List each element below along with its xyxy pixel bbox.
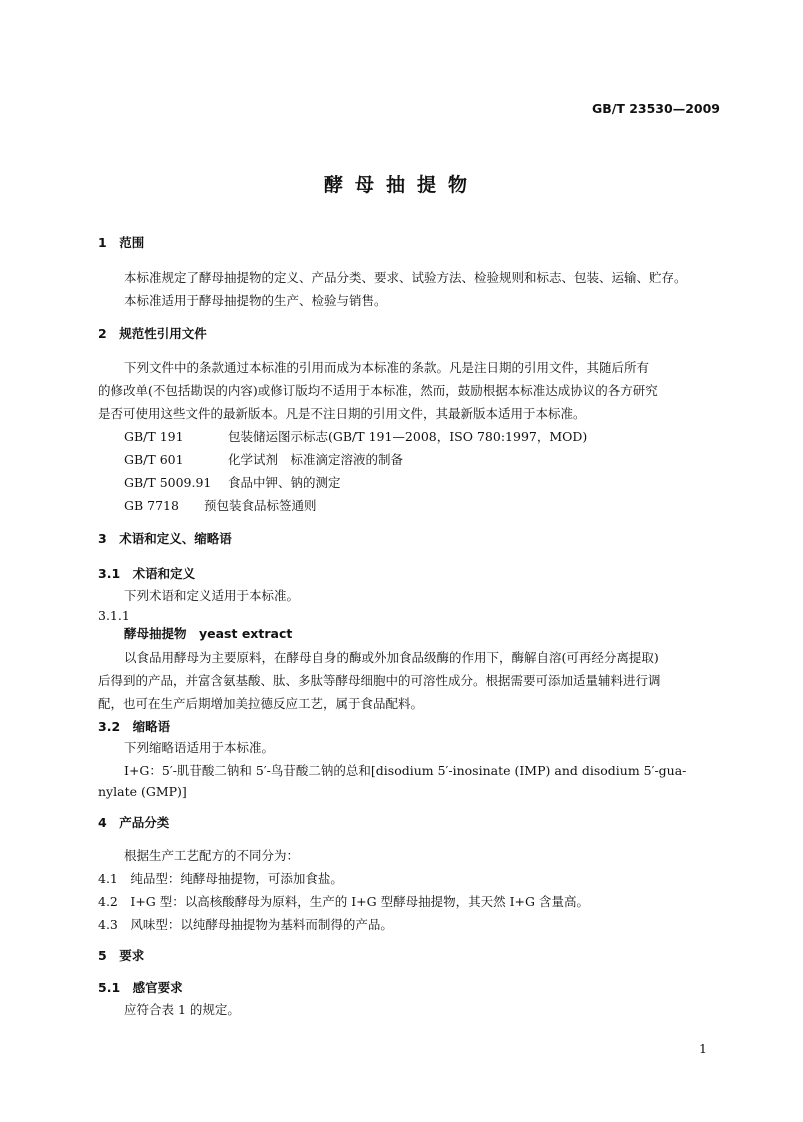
section-1-paragraph-2: 本标准适用于酵母抽提物的生产、检验与销售。 (124, 293, 387, 308)
normative-ref (124, 496, 317, 514)
product-type-item: 4.3 风味型：以纯酵母抽提物为基料而制得的产品。 (98, 917, 393, 932)
normative-ref-title: 预包装食品标签通则 (204, 498, 317, 513)
section-2-paragraph-line-3: 是否可使用这些文件的最新版本。凡是不注日期的引用文件，其最新版本适用于本标准。 (98, 406, 586, 421)
normative-ref-code: GB/T 601 (124, 452, 184, 467)
normative-ref (124, 473, 341, 491)
normative-ref-title: 化学试剂 标准滴定溶液的制备 (228, 452, 404, 467)
term-definition-line-2: 后得到的产品，并富含氨基酸、肽、多肽等酵母细胞中的可溶性成分。根据需要可添加适量辅料进行调 (98, 673, 661, 688)
standard-number: GB/T 23530—2009 (591, 101, 720, 116)
product-type-item: 4.1 纯品型：纯酵母抽提物，可添加食盐。 (98, 871, 343, 886)
section-3-2-heading: 3.2 缩略语 (98, 719, 171, 734)
normative-ref-title: 食品中钾、钠的测定 (228, 475, 341, 490)
normative-ref-code: GB/T 191 (124, 429, 184, 444)
section-1-paragraph-1: 本标准规定了酵母抽提物的定义、产品分类、要求、试验方法、检验规则和标志、包装、运输、贮存。 (124, 270, 687, 285)
section-2-paragraph-line-2: 的修改单(不包括勘误的内容)或修订版均不适用于本标准，然而，鼓励根据本标准达成协议的各方研究 (98, 383, 658, 398)
section-5-heading: 5 要求 (98, 948, 145, 963)
term-entry: 酵母抽提物 yeast extract (124, 626, 293, 641)
section-2-paragraph-line-1: 下列文件中的条款通过本标准的引用而成为本标准的条款。凡是注日期的引用文件，其随后所有 (124, 360, 650, 375)
section-5-1-text: 应符合表 1 的规定。 (124, 1002, 240, 1017)
section-5-1-heading: 5.1 感官要求 (98, 980, 183, 995)
normative-ref-code: GB 7718 (124, 498, 179, 513)
page-number: 1 (699, 1041, 707, 1056)
section-4-intro: 根据生产工艺配方的不同分为： (124, 848, 300, 863)
normative-ref (124, 427, 587, 445)
normative-ref-code: GB/T 5009.91 (124, 475, 212, 490)
product-type-item: 4.2 I+G 型：以高核酸酵母为原料，生产的 I+G 型酵母抽提物，其天然 I+G 含量高。 (98, 894, 589, 909)
term-definition-line-3: 配，也可在生产后期增加美拉德反应工艺，属于食品配料。 (98, 696, 424, 711)
section-3-1-text: 下列术语和定义适用于本标准。 (124, 588, 300, 603)
section-3-1-1-number: 3.1.1 (98, 608, 130, 623)
normative-ref (124, 450, 403, 468)
document-title: 酵母抽提物 (323, 174, 479, 196)
section-1-heading: 1 范围 (98, 235, 145, 250)
normative-ref-title: 包装储运图示标志(GB/T 191—2008，ISO 780:1997，MOD) (228, 429, 588, 444)
section-2-heading: 2 规范性引用文件 (98, 326, 207, 341)
section-3-heading: 3 术语和定义、缩略语 (98, 531, 232, 546)
term-definition-line-1: 以食品用酵母为主要原料，在酵母自身的酶或外加食品级酶的作用下，酶解自溶(可再经分离提取) (124, 650, 659, 665)
section-4-heading: 4 产品分类 (98, 815, 170, 830)
abbreviation-line-1: I+G：5′-肌苷酸二钠和 5′-鸟苷酸二钠的总和[disodium 5′-inosinate (IMP) and disodium 5′-gua- (124, 763, 687, 778)
section-3-2-text: 下列缩略语适用于本标准。 (124, 740, 275, 755)
abbreviation-line-2: nylate (GMP)] (98, 784, 187, 799)
section-3-1-heading: 3.1 术语和定义 (98, 566, 196, 581)
